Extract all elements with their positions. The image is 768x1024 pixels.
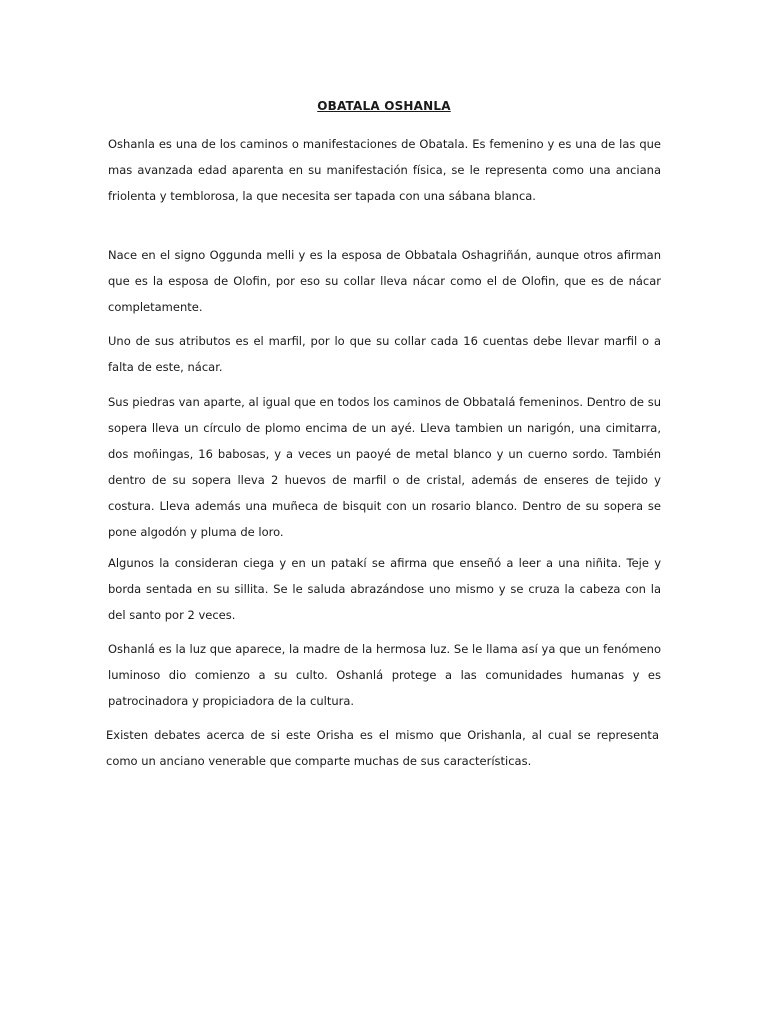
paragraph-3: Uno de sus atributos es el marfil, por lo que su collar cada 16 cuentas debe llevar marfil o a falta de este, nácar. [108,334,661,374]
paragraph-6: Oshanlá es la luz que aparece, la madre de la hermosa luz. Se le llama así ya que un fenómeno luminoso dio comienzo a su culto. Oshanlá protege a las comunidades humanas y es patrocinadora y propiciadora de la cultura. [108,642,661,708]
paragraph-1: Oshanla es una de los caminos o manifestaciones de Obatala. Es femenino y es una de las que mas avanzada edad aparenta en su manifestación física, se le representa como una anciana friolenta y temblorosa, la que necesita ser tapada con una sábana blanca. [108,137,661,203]
paragraph-4: Sus piedras van aparte, al igual que en todos los caminos de Obbatalá femeninos. Dentro de su sopera lleva un círculo de plomo encima de un ayé. Lleva tambien un narigón, una cimitarra, dos moñingas, 16 babosas, y a veces un paoyé de metal blanco y un cuerno sordo. También dentro de su sopera lleva 2 huevos de marfil o de cristal, además de enseres de tejido y costura. Lleva además una muñeca de bisquit con un rosario blanco. Dentro de su sopera se pone algodón y pluma de loro. [108,395,661,539]
paragraph-2: Nace en el signo Oggunda melli y es la esposa de Obbatala Oshagriñán, aunque otros afirman que es la esposa de Olofin, por eso su collar lleva nácar como el de Olofin, que es de nácar completamente. [108,248,661,314]
document-title: OBATALA OSHANLA [317,99,451,113]
paragraph-7: Existen debates acerca de si este Orisha es el mismo que Orishanla, al cual se representa como un anciano venerable que comparte muchas de sus características. [106,728,659,768]
paragraph-5: Algunos la consideran ciega y en un patakí se afirma que enseñó a leer a una niñita. Teje y borda sentada en su sillita. Se le saluda abrazándose uno mismo y se cruza la cabeza con la del santo por 2 veces. [108,556,661,622]
